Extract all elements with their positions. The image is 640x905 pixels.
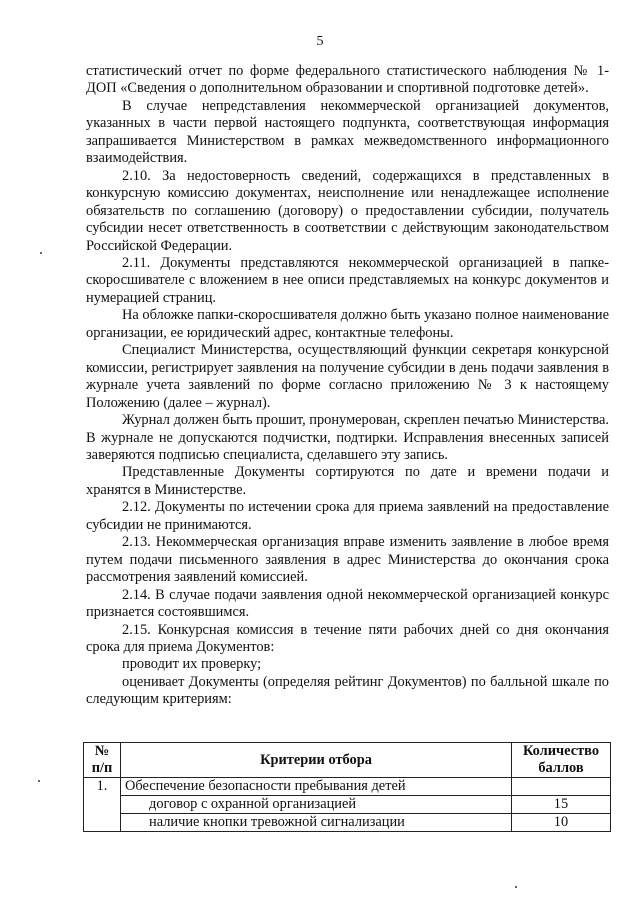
section-title: Обеспечение безопасности пребывания детей <box>121 778 512 796</box>
section-number: 1. <box>84 778 121 832</box>
table-row <box>84 814 611 832</box>
document-body <box>86 63 609 709</box>
criteria-table <box>83 742 611 832</box>
paragraph: Представленные Документы сортируются по дате и времени подачи и хранятся в Министерстве. <box>86 464 609 498</box>
paragraph: проводит их проверку; <box>122 656 262 673</box>
paragraph: 2.13. Некоммерческая организация вправе изменить заявление в любое время путем подачи письменного заявления в адрес Министерства до окончания срока рассмотрения заявлений комиссией. <box>86 534 609 586</box>
paragraph: статистический отчет по форме федерального статистического наблюдения № 1-ДОП «Сведения о дополнительном образовании и спортивной подготовке детей». <box>86 63 609 97</box>
scan-speck <box>38 780 40 782</box>
table-header-row <box>84 743 611 778</box>
paragraph: 2.12. Документы по истечении срока для приема заявлений на предоставление субсидии не принимаются. <box>86 499 609 533</box>
header-criteria: Критерии отбора <box>121 743 512 778</box>
scan-speck <box>40 252 42 254</box>
points-cell: 10 <box>512 814 611 832</box>
paragraph: Специалист Министерства, осуществляющий функции секретаря конкурсной комиссии, регистрирует заявления на получение субсидии в день подачи заявления в журнале учета заявлений по форме согласно приложению № 3 к настоящему Положению (далее – журнал). <box>86 342 609 411</box>
paragraph: 2.15. Конкурсная комиссия в течение пяти рабочих дней со дня окончания срока для приема Документов: <box>86 621 609 655</box>
table-row <box>84 796 611 814</box>
paragraph: Журнал должен быть прошит, пронумерован, скреплен печатью Министерства. В журнале не допускаются подчистки, подтирки. Исправления внесенных записей заверяются подписью специалиста, сделавшего эту запись. <box>86 412 609 463</box>
paragraph: 2.11. Документы представляются некоммерческой организацией в папке-скоросшивателе с вложением в нее описи представляемых на конкурс документов и нумерацией страниц. <box>86 254 609 306</box>
header-points: Количество баллов <box>512 743 611 778</box>
page-number: 5 <box>316 34 324 49</box>
table-section-row <box>84 778 611 796</box>
section-points <box>512 778 611 796</box>
points-cell: 15 <box>512 796 611 814</box>
criterion-cell: наличие кнопки тревожной сигнализации <box>121 814 512 832</box>
header-number: № п/п <box>84 743 121 778</box>
scan-speck <box>515 886 517 888</box>
criterion-cell: договор с охранной организацией <box>121 796 512 814</box>
paragraph: 2.14. В случае подачи заявления одной некоммерческой организацией конкурс признается состоявшимся. <box>86 586 609 621</box>
paragraph: 2.10. За недостоверность сведений, содержащихся в представленных в конкурсную комиссию документах, неисполнение или ненадлежащее исполнение обязательств по соглашению (договору) о предоставлении субсидии, получатель субсидии несет ответственность в соответствии с действующим законодательством Российской Федерации. <box>86 167 609 254</box>
paragraph: В случае непредставления некоммерческой организацией документов, указанных в части первой настоящего подпункта, соответствующая информация запрашивается Министерством в рамках межведомственного информационного взаимодействия. <box>86 97 609 167</box>
paragraph: На обложке папки-скоросшивателя должно быть указано полное наименование организации, ее юридический адрес, контактные телефоны. <box>86 307 609 341</box>
paragraph: оценивает Документы (определяя рейтинг Документов) по балльной шкале по следующим критериям: <box>86 673 609 708</box>
